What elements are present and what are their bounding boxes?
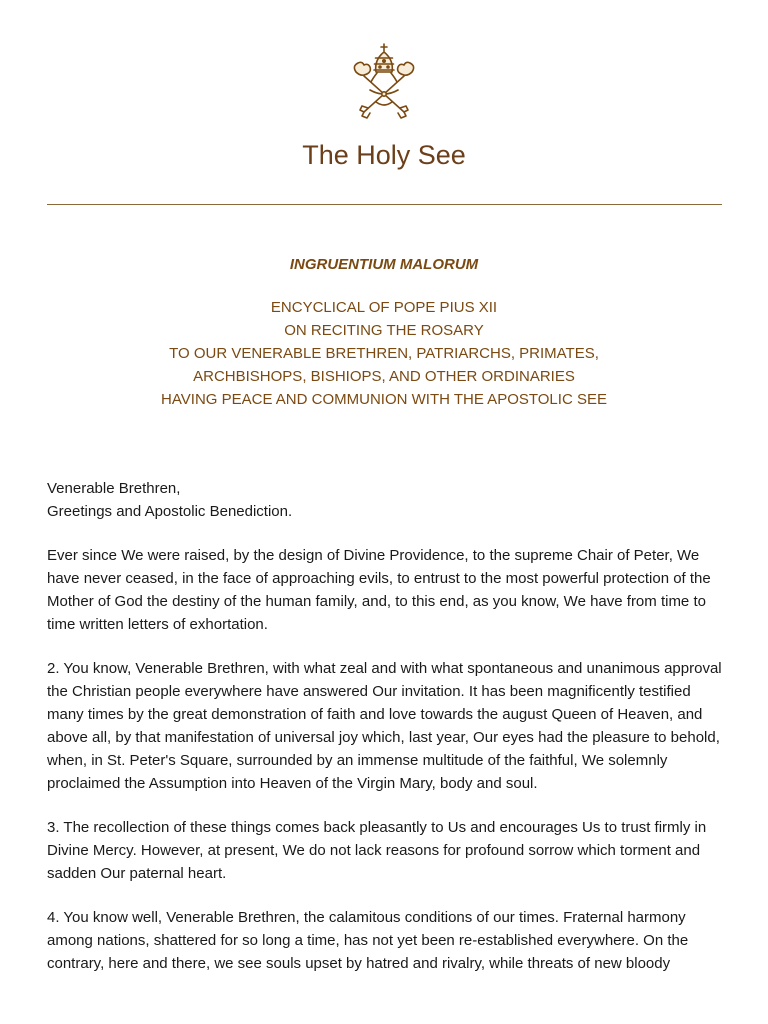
subtitle-line: TO OUR VENERABLE BRETHREN, PATRIARCHS, PRIMATES, <box>169 345 599 362</box>
site-title: The Holy See <box>302 140 466 170</box>
papal-emblem-icon <box>340 42 428 122</box>
paragraph: 4. You know well, Venerable Brethren, the calamitous conditions of our times. Fraternal harmony among nations, shattered for so long a time, has not yet been re-established everywhere. On the contrary, here and there, we see souls upset by hatred and rivalry, while threats of new bloody <box>47 909 689 972</box>
subtitle-line: ENCYCLICAL OF POPE PIUS XII <box>270 299 498 316</box>
salutation <box>47 477 727 523</box>
salutation-line: Venerable Brethren, <box>47 480 181 497</box>
salutation-line: Greetings and Apostolic Benediction. <box>47 503 293 520</box>
document-title: INGRUENTIUM MALORUM <box>289 256 479 273</box>
subtitle-line: ARCHBISHOPS, BISHIOPS, AND OTHER ORDINARIES <box>193 368 575 385</box>
paragraph: 2. You know, Venerable Brethren, with what zeal and with what spontaneous and unanimous approval the Christian people everywhere have answered Our invitation. It has been magnificently testified many times by the great demonstration of faith and love towards the august Queen of Heaven, and above all, by that manifestation of universal joy which, last year, Our eyes had the pleasure to behold, when, in St. Peter's Square, surrounded by an immense multitude of the faithful, We solemnly proclaimed the Assumption into Heaven of the Virgin Mary, body and soul. <box>47 660 722 792</box>
subtitle-line: HAVING PEACE AND COMMUNION WITH THE APOSTOLIC SEE <box>161 391 607 408</box>
document-body <box>47 477 727 996</box>
paragraph: Ever since We were raised, by the design of Divine Providence, to the supreme Chair of Peter, We have never ceased, in the face of approaching evils, to entrust to the most powerful protection of the Mother of God the destiny of the human family, and, to this end, as you know, We have from time to time written letters of exhortation. <box>47 547 711 633</box>
document-subtitle <box>0 296 768 411</box>
subtitle-line: ON RECITING THE ROSARY <box>284 322 484 339</box>
paragraph: 3. The recollection of these things comes back pleasantly to Us and encourages Us to trust firmly in Divine Mercy. However, at present, We do not lack reasons for profound sorrow which torment and sadden Our paternal heart. <box>47 819 707 882</box>
header-divider <box>47 204 722 205</box>
